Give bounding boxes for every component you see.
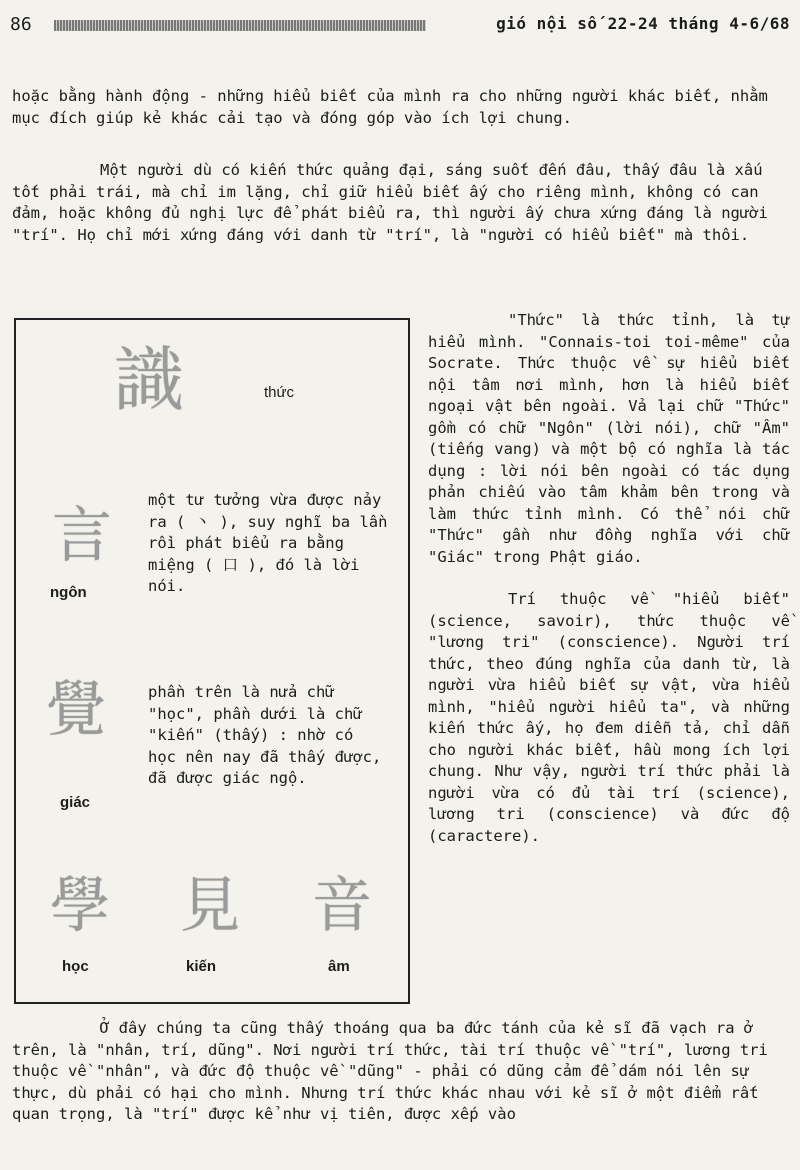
issue-title: gió nội số 22-24 tháng 4-6/68 [496,14,790,33]
giac-explanation: phần trên là nửa chữ "học", phần dưới là chữ "kiến" (thấy) : nhờ có học nên nay đã thấy được, đã được giác ngộ. [148,683,382,787]
glyph-kien: 見 [180,871,240,941]
glyph-ngon: 言 [52,501,112,571]
ngon-explanation: một tư tưởng vừa được nảy ra ( ⼂ ), suy nghĩ ba lần rồi phát biểu ra bằng miệng ( 口 ), đó là lời nói. [148,491,388,595]
character-box [14,318,410,1004]
label-hoc: học [62,958,89,975]
paragraph-2: Một người dù có kiến thức quảng đại, sáng suốt đến đâu, thấy đâu là xấu tốt phải trái, mà chỉ im lặng, chỉ giữ hiểu biết ấy cho riêng mình, không có can đảm, hoặc không đủ nghị lực để phát biểu ra, thì người ấy chưa xứng đáng là người "trí". Họ chỉ mới xứng đáng với danh từ "trí", là "người có hiểu biết" mà thôi. [12,161,768,244]
label-giac: giác [60,794,91,811]
page-header [10,14,790,44]
glyph-thuc: 識 [114,339,184,421]
label-ngon: ngôn [50,584,87,601]
label-kien: kiến [186,958,217,975]
right-paragraph-1: "Thức" là thức tỉnh, là tự hiểu mình. "Connais-toi toi-même" của Socrate. Thức thuộc về sự hiểu biết nội tâm nơi mình, hơn là hiểu biết ngoại vật bên ngoài. Vả lại chữ "Thức" gồm có chữ "Ngôn" (lời nói), chữ "Âm" (tiếng vang) và một bộ có nghĩa là tác dụng : lời nói bên ngoài có tác dụng phản chiếu vào tâm khảm bên trong và làm thức tỉnh mình. Có thể nói chữ "Thức" gần như đồng nghĩa với chữ "Giác" trong Phật giáo. [428,311,790,566]
glyph-am: 音 [312,871,372,941]
glyph-giac: 覺 [46,675,106,745]
label-am: âm [328,958,350,975]
header-rule [54,20,426,31]
right-column [428,310,790,847]
page-number: 86 [10,14,32,35]
right-paragraph-2: Trí thuộc về "hiểu biết" (science, savoir), thức thuộc về "lương tri" (conscience). Người trí thức, theo đúng nghĩa của danh từ, là người vừa hiểu biết sự vật, vừa hiểu mình, "hiểu người hiểu ta", và những kiến thức ấy, họ đem diễn tả, chỉ dẫn cho người khác biết, hầu mong ích lợi chung. Như vậy, người trí thức phải là người vừa có đủ tài trí (science), lương tri (conscience) và đức độ (caractere). [428,590,790,845]
paragraph-1: hoặc bằng hành động - những hiểu biết của mình ra cho những người khác biết, nhằm mục đích giúp kẻ khác cải tạo và đóng góp vào ích lợi chung. [12,87,768,127]
label-thuc: thức [264,384,295,401]
glyph-hoc: 學 [50,871,110,941]
bottom-paragraph: Ở đây chúng ta cũng thấy thoáng qua ba đức tánh của kẻ sĩ đã vạch ra ở trên, là "nhân, trí, dũng". Nơi người trí thức, tài trí thuộc về "trí", lương tri thuộc về "nhân", và đức độ thuộc về "dũng" - phải có dũng cảm để dám nói lên sự thực, dù phải có hại cho mình. Nhưng trí thức khác nhau với kẻ sĩ ở một điểm rất quan trọng, là "trí" được kể như vị tiên, được xếp vào [12,1019,768,1123]
